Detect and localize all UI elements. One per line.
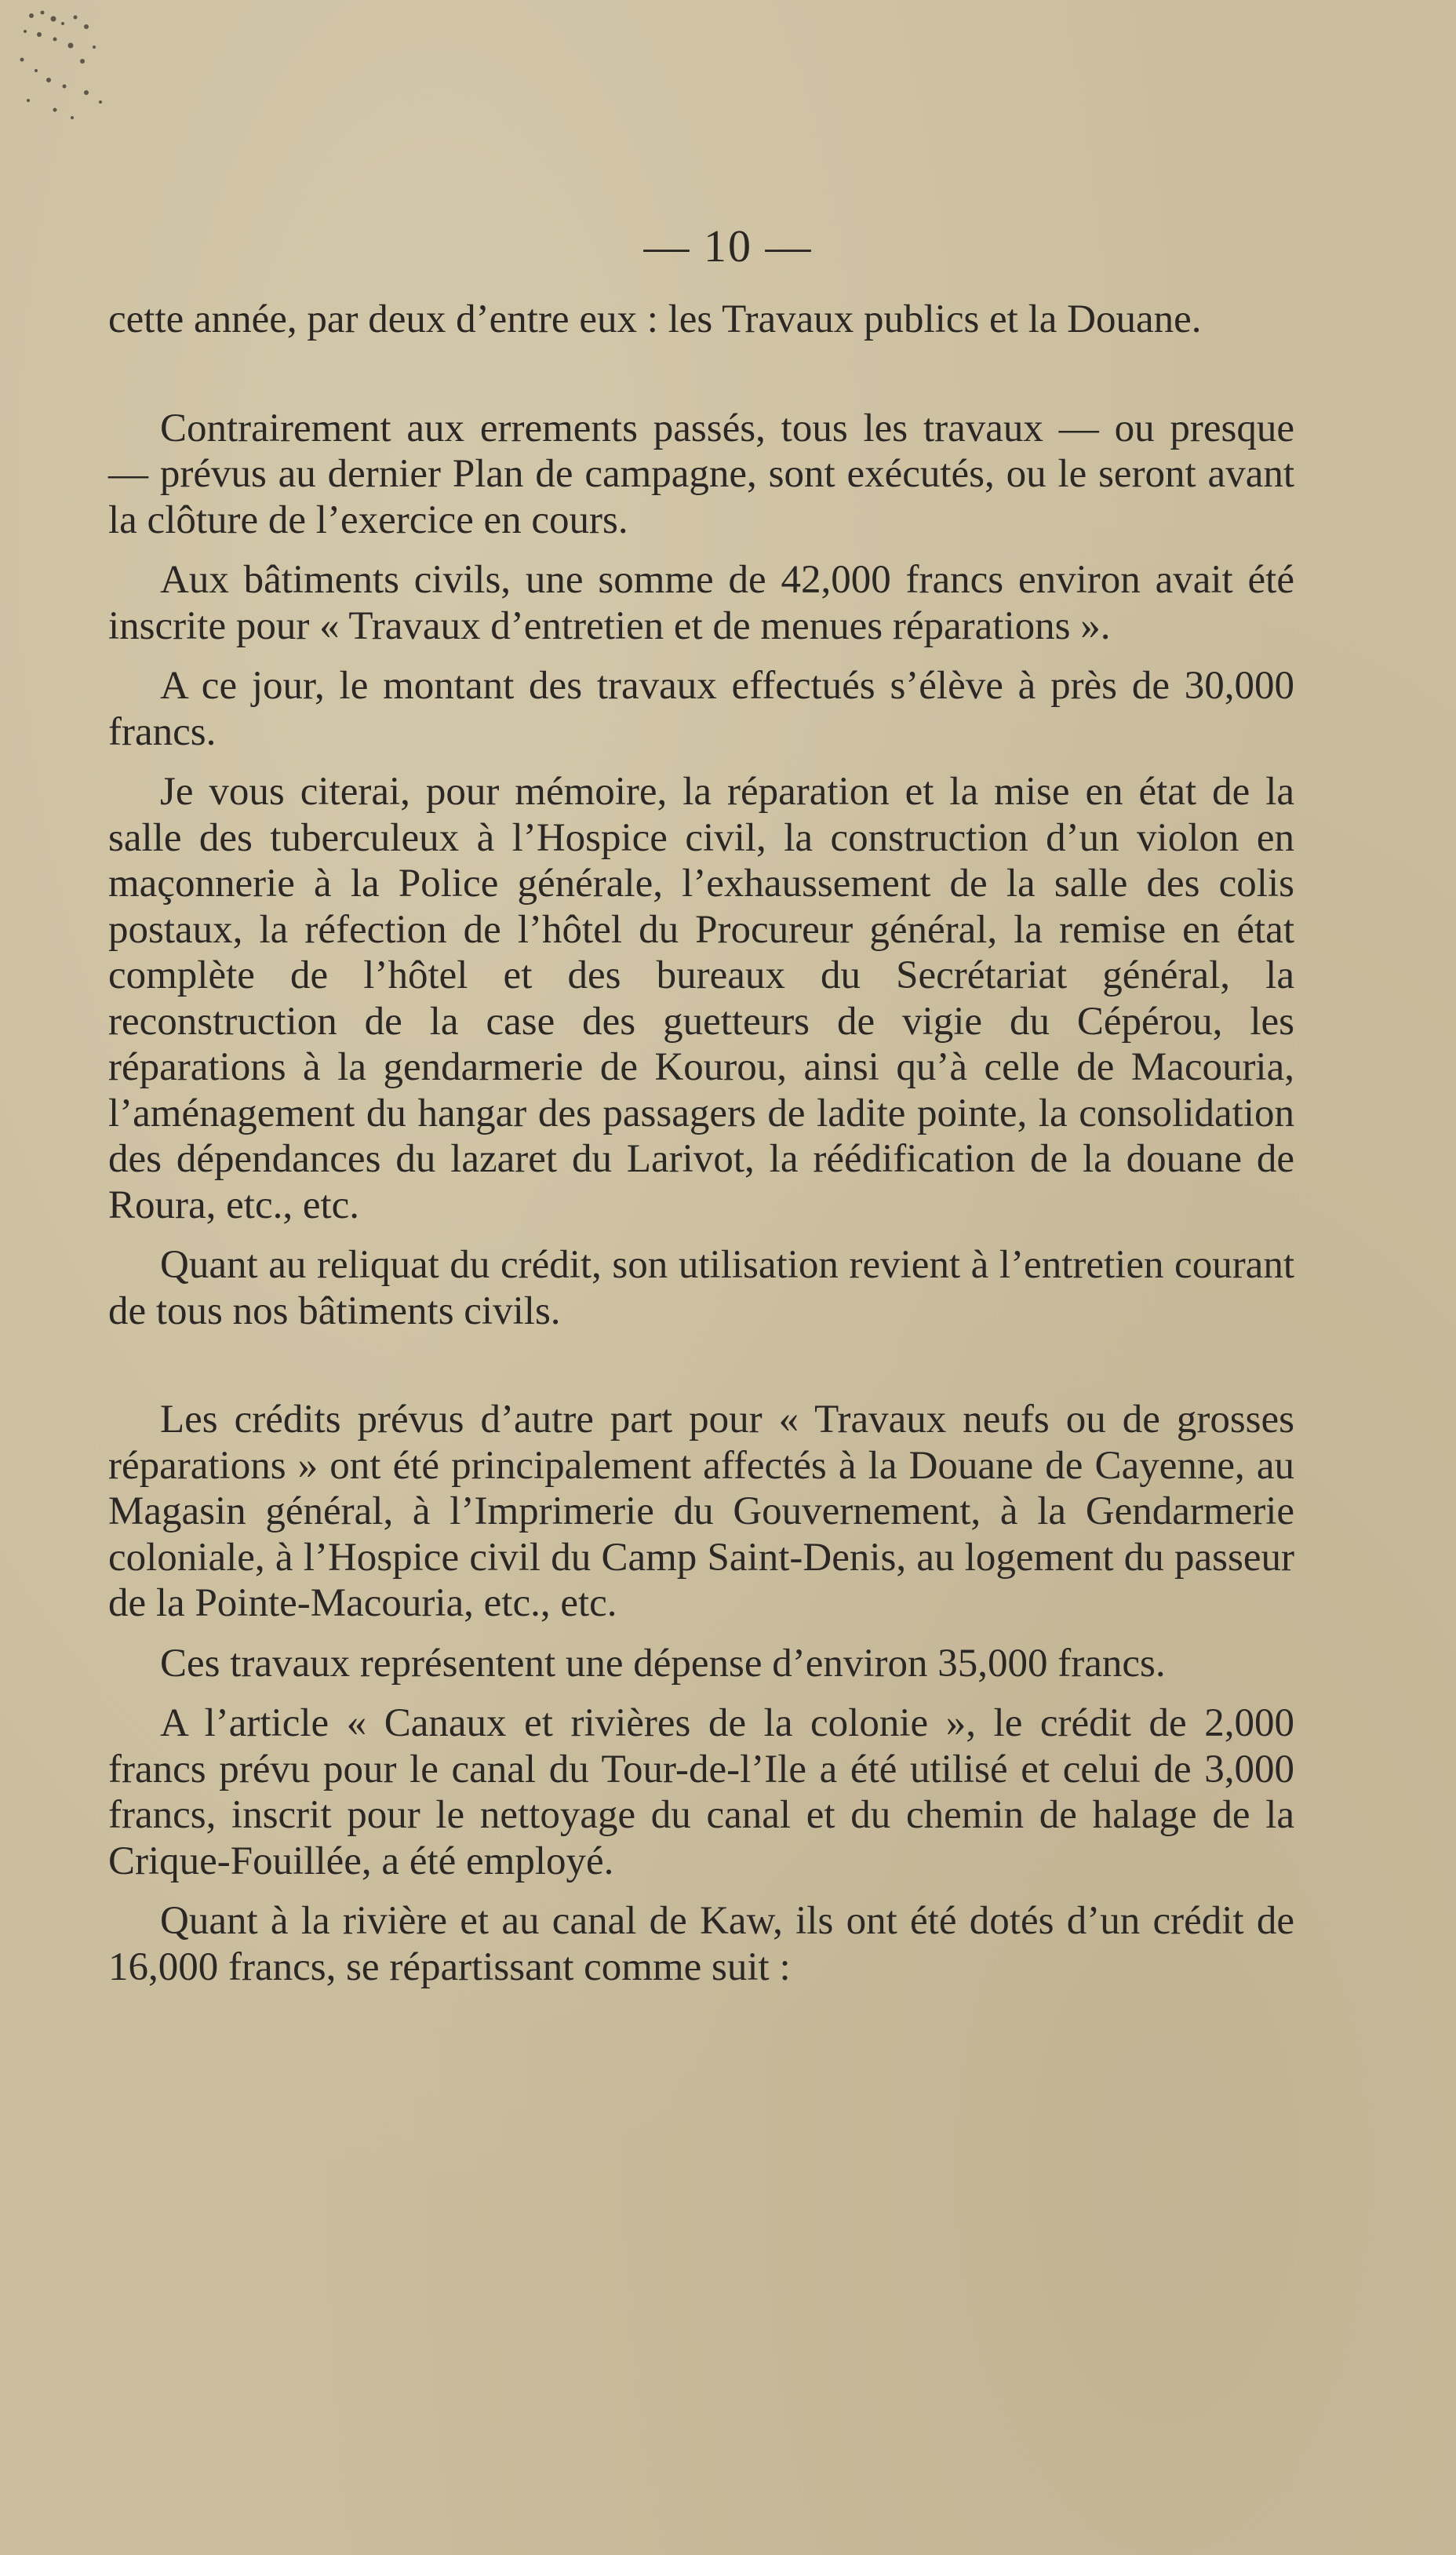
paragraph-3: Aux bâtiments civils, une somme de 42,000 francs environ avait été inscrite pour « Travaux d’entretien et de menues réparations ».	[108, 558, 1294, 648]
paragraph-9: A l’article « Canaux et rivières de la colonie », le crédit de 2,000 francs prévu pour le canal du Tour-de-l’Ile a été utilisé et celui de 3,000 francs, inscrit pour le nettoyage du canal et du chemin de halage de la Crique-Fouillée, a été employé.	[108, 1701, 1294, 1883]
page-number: — 10 —	[643, 221, 813, 272]
paragraph-8: Ces travaux représentent une dépense d’environ 35,000 francs.	[160, 1641, 1166, 1686]
paragraph-10: Quant à la rivière et au canal de Kaw, ils ont été dotés d’un crédit de 16,000 francs, se répartissant comme suit :	[108, 1899, 1294, 1989]
paragraph-6: Quant au reliquat du crédit, son utilisation revient à l’entretien courant de tous nos bâtiments civils.	[108, 1243, 1294, 1333]
paragraph-4: A ce jour, le montant des travaux effectués s’élève à près de 30,000 francs.	[108, 664, 1294, 754]
body-text	[108, 297, 1294, 1990]
paragraph-1: cette année, par deux d’entre eux : les Travaux publics et la Douane.	[108, 297, 1202, 341]
paragraph-2: Contrairement aux errements passés, tous les travaux — ou presque — prévus au dernier Plan de campagne, sont exécutés, ou le seront avant la clôture de l’exercice en cours.	[108, 406, 1294, 542]
paragraph-7: Les crédits prévus d’autre part pour « Travaux neufs ou de grosses réparations » ont été principalement affectés à la Douane de Cayenne, au Magasin général, à l’Imprimerie du Gouvernement, à la Gendarmerie coloniale, à l’Hospice civil du Camp Saint-Denis, au logement du passeur de la Pointe-Macouria, etc., etc.	[108, 1398, 1294, 1625]
ink-stain-mark	[8, 0, 110, 133]
paragraph-5: Je vous citerai, pour mémoire, la réparation et la mise en état de la salle des tuberculeux à l’Hospice civil, la construction d’un violon en maçonnerie à la Police générale, l’exhaussement de la salle des colis postaux, la réfection de l’hôtel du Procureur général, la remise en état complète de l’hôtel et des bureaux du Secrétariat général, la reconstruction de la case des guetteurs de vigie du Cépérou, les réparations à la gendarmerie de Kourou, ainsi qu’à celle de Macouria, l’aménagement du hangar des passagers de ladite pointe, la consolidation des dépendances du lazaret du Larivot, la réédification de la douane de Roura, etc., etc.	[108, 770, 1294, 1227]
